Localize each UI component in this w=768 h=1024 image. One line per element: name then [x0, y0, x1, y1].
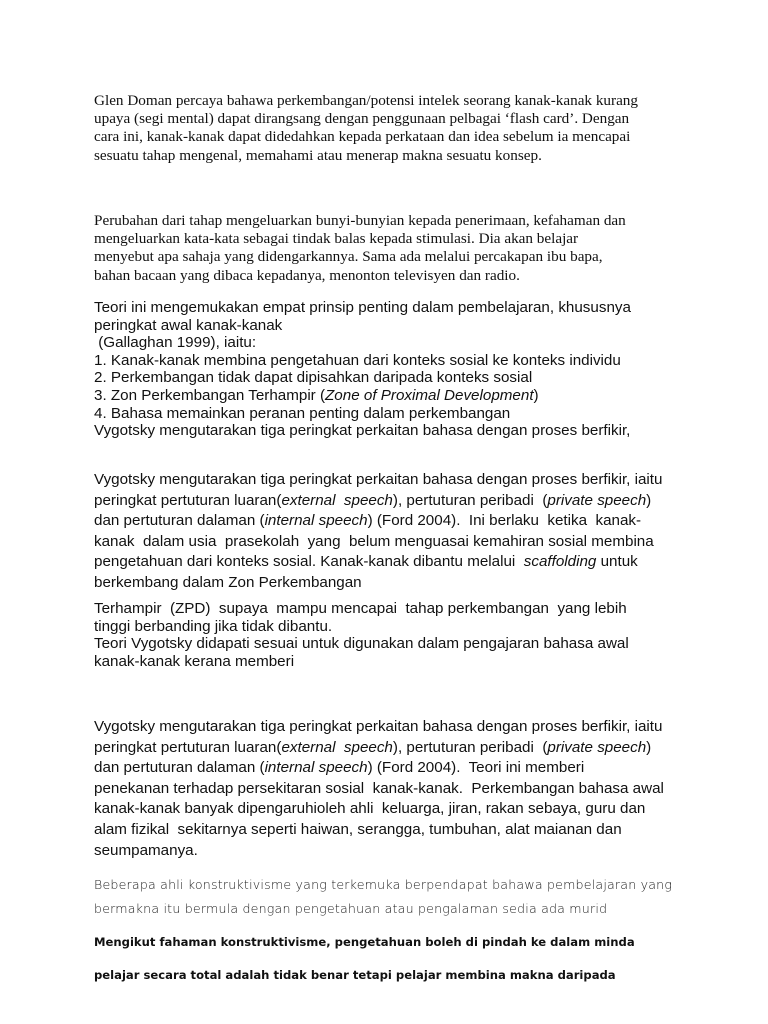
text-line: pengetahuan dari konteks sosial. Kanak-kanak dibantu melalui scaffolding untuk	[94, 553, 638, 571]
text-line: seumpamanya.	[94, 841, 198, 859]
text-line: Teori Vygotsky didapati sesuai untuk digunakan dalam pengajaran bahasa awal	[94, 635, 629, 653]
text-line: penekanan terhadap persekitaran sosial kanak-kanak. Perkembangan bahasa awal	[94, 779, 664, 797]
text-line: kanak dalam usia prasekolah yang belum menguasai kemahiran sosial membina	[94, 532, 654, 550]
text-line: berkembang dalam Zon Perkembangan	[94, 573, 362, 591]
text-line: kanak-kanak banyak dipengaruhioleh ahli keluarga, jiran, rakan sebaya, guru dan	[94, 800, 646, 818]
text-line: Teori ini mengemukakan empat prinsip penting dalam pembelajaran, khususnya	[94, 299, 631, 316]
paragraph-fahaman-konstruktivisme	[94, 932, 684, 985]
text-line: Perubahan dari tahap mengeluarkan bunyi-bunyian kepada penerimaan, kefahaman dan	[94, 212, 626, 229]
text-line: menyebut apa sahaja yang didengarkannya. Sama ada melalui percakapan ibu bapa,	[94, 248, 603, 266]
paragraph-perubahan	[94, 212, 684, 285]
text-line: kanak-kanak kerana memberi	[94, 652, 295, 670]
text-line: Vygotsky mengutarakan tiga peringkat perkaitan bahasa dengan proses berfikir, iaitu	[94, 471, 663, 488]
text-line: sesuatu tahap mengenal, memahami atau menerap makna sesuatu konsep.	[94, 146, 542, 164]
text-line: upaya (segi mental) dapat dirangsang dengan penggunaan pelbagai ‘flash card’. Dengan	[94, 110, 630, 128]
text-line: bahan bacaan yang dibaca kepadanya, menonton televisyen dan radio.	[94, 266, 520, 284]
paragraph-zpd	[94, 600, 684, 670]
list-item: 4. Bahasa memainkan peranan penting dalam perkembangan	[94, 404, 511, 422]
list-item: 2. Perkembangan tidak dapat dipisahkan daripada konteks sosial	[94, 369, 533, 387]
text-line: Terhampir (ZPD) supaya mampu mencapai tahap perkembangan yang lebih	[94, 600, 627, 617]
text-line: Mengikut fahaman konstruktivisme, pengetahuan boleh di pindah ke dalam minda	[94, 935, 635, 949]
paragraph-vygotsky-1	[94, 470, 684, 594]
paragraph-glen-doman	[94, 92, 684, 165]
list-item: 3. Zon Perkembangan Terhampir (Zone of Proximal Development)	[94, 386, 539, 404]
text-line: (Gallaghan 1999), iaitu:	[94, 334, 257, 352]
text-line: alam fizikal sekitarnya seperti haiwan, serangga, tumbuhan, alat maianan dan	[94, 820, 622, 838]
text-line: dan pertuturan dalaman (internal speech) (Ford 2004). Ini berlaku ketika kanak-	[94, 512, 642, 530]
text-line: dan pertuturan dalaman (internal speech) (Ford 2004). Teori ini memberi	[94, 759, 585, 777]
list-item: 1. Kanak-kanak membina pengetahuan dari konteks sosial ke konteks individu	[94, 351, 621, 369]
text-line: peringkat pertuturan luaran(external speech), pertuturan peribadi (private speech)	[94, 491, 652, 509]
text-line: pelajar secara total adalah tidak benar tetapi pelajar membina makna daripada	[94, 968, 616, 982]
text-line: Vygotsky mengutarakan tiga peringkat perkaitan bahasa dengan proses berfikir, iaitu	[94, 718, 663, 735]
text-line: cara ini, kanak-kanak dapat didedahkan kepada perkataan dan idea sebelum ia mencapai	[94, 128, 631, 146]
text-line: tinggi berbanding jika tidak dibantu.	[94, 617, 333, 635]
paragraph-teori-prinsip	[94, 299, 684, 440]
text-line: Glen Doman percaya bahawa perkembangan/potensi intelek seorang kanak-kanak kurang	[94, 92, 638, 109]
text-line: peringkat awal kanak-kanak	[94, 316, 283, 334]
text-line: bermakna itu bermula dengan pengetahuan atau pengalaman sedia ada murid	[94, 901, 608, 916]
text-line: mengeluarkan kata-kata sebagai tindak balas kepada stimulasi. Dia akan belajar	[94, 230, 579, 248]
text-line: Vygotsky mengutarakan tiga peringkat perkaitan bahasa dengan proses berfikir,	[94, 422, 631, 440]
text-line: Beberapa ahli konstruktivisme yang terkemuka berpendapat bahawa pembelajaran yang	[94, 877, 673, 892]
paragraph-konstruktivisme-handwritten	[94, 873, 684, 921]
text-line: peringkat pertuturan luaran(external speech), pertuturan peribadi (private speech)	[94, 738, 652, 756]
paragraph-vygotsky-2	[94, 717, 684, 861]
